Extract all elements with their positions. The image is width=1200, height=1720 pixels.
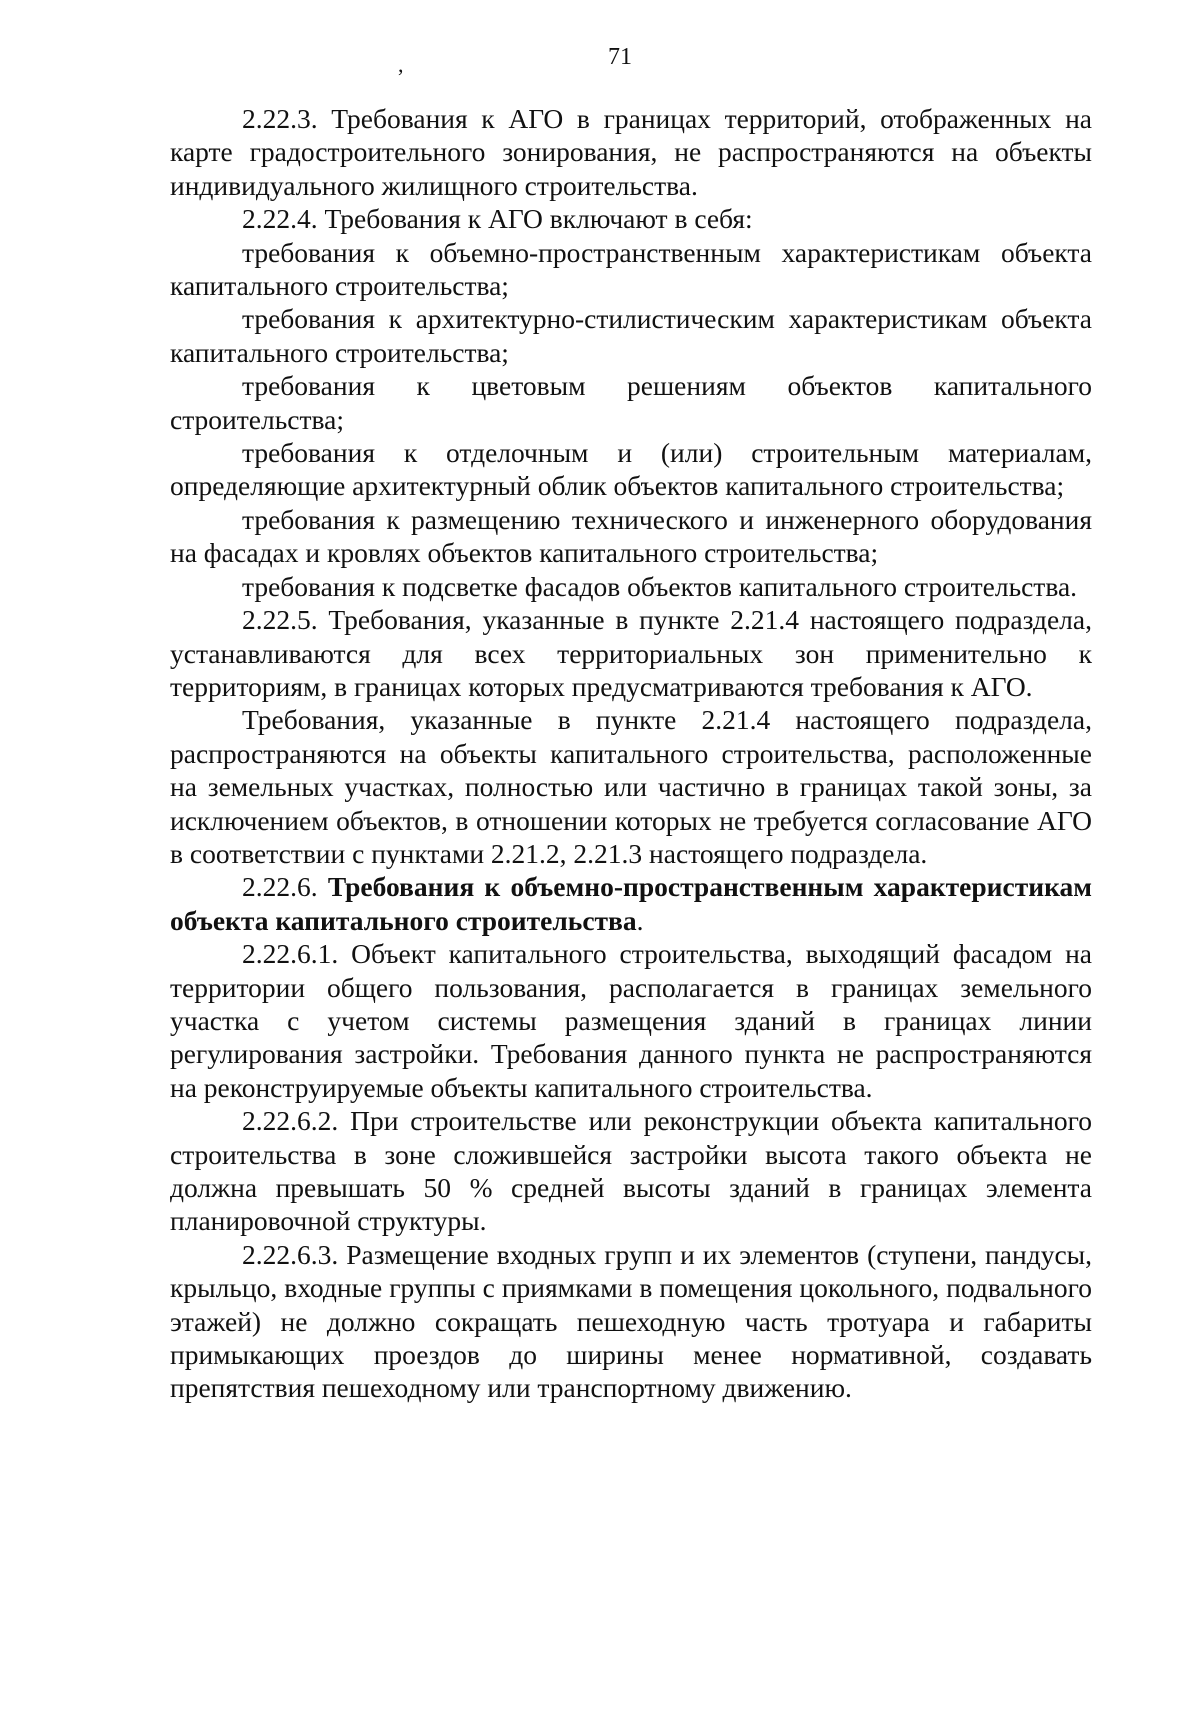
paragraph-2-22-5-continued: Требования, указанные в пункте 2.21.4 настоящего подраздела, распространяются на объекты капитального строительства, расположенные на земельных участках, полностью или частично в границах такой зоны, за исключением объектов, в отношении которых не требуется согласование АГО в соответствии с пунктами 2.21.2, 2.21.3 настоящего подраздела. xyxy=(170,704,1092,869)
section-heading: Требования к объемно-пространственным характеристикам объекта капитального строительства xyxy=(170,871,1093,936)
list-item: требования к объемно-пространственным характеристикам объекта капитального строительства; xyxy=(170,236,1092,302)
section-number: 2.22.6. xyxy=(242,871,318,903)
section-heading-period: . xyxy=(636,904,644,936)
document-body xyxy=(170,102,1092,1405)
stray-mark: , xyxy=(398,52,404,77)
paragraph-2-22-4: 2.22.4. Требования к АГО включают в себя: xyxy=(242,203,753,235)
paragraph-2-22-6-2: 2.22.6.2. При строительстве или реконструкции объекта капитального строительства в зоне сложившейся застройки высота такого объекта не должна превышать 50 % средней высоты зданий в границах элемента планировочной структуры. xyxy=(170,1105,1092,1237)
list-item: требования к размещению технического и инженерного оборудования на фасадах и кровлях объектов капитального строительства; xyxy=(170,503,1092,569)
list-item: требования к цветовым решениям объектов капитального строительства; xyxy=(170,370,1092,435)
paragraph-2-22-6-heading xyxy=(170,870,1092,937)
paragraph-2-22-6-3: 2.22.6.3. Размещение входных групп и их элементов (ступени, пандусы, крыльцо, входные группы с приямками в помещения цокольного, подвального этажей) не должно сокращать пешеходную часть тротуара и габариты примыкающих проездов до ширины менее нормативной, создавать препятствия пешеходному или транспортному движению. xyxy=(170,1238,1092,1404)
paragraph-2-22-6-1: 2.22.6.1. Объект капитального строительства, выходящий фасадом на территории общего пользования, располагается в границах земельного участка с учетом системы размещения зданий в границах линии регулирования застройки. Требования данного пункта не распространяются на реконструируемые объекты капитального строительства. xyxy=(170,938,1092,1103)
page-number: 71 xyxy=(608,44,632,70)
list-item: требования к отделочным и (или) строительным материалам, определяющие архитектурный облик объектов капитального строительства; xyxy=(170,437,1092,502)
list-item: требования к архитектурно-стилистическим характеристикам объекта капитального строительства; xyxy=(170,303,1092,368)
paragraph-2-22-5: 2.22.5. Требования, указанные в пункте 2.21.4 настоящего подраздела, устанавливаются для всех территориальных зон применительно к территориям, в границах которых предусматриваются требования к АГО. xyxy=(170,604,1092,702)
list-item: требования к подсветке фасадов объектов капитального строительства. xyxy=(242,570,1078,602)
paragraph-2-22-3: 2.22.3. Требования к АГО в границах территорий, отображенных на карте градостроительного зонирования, не распространяются на объекты индивидуального жилищного строительства. xyxy=(170,103,1092,201)
